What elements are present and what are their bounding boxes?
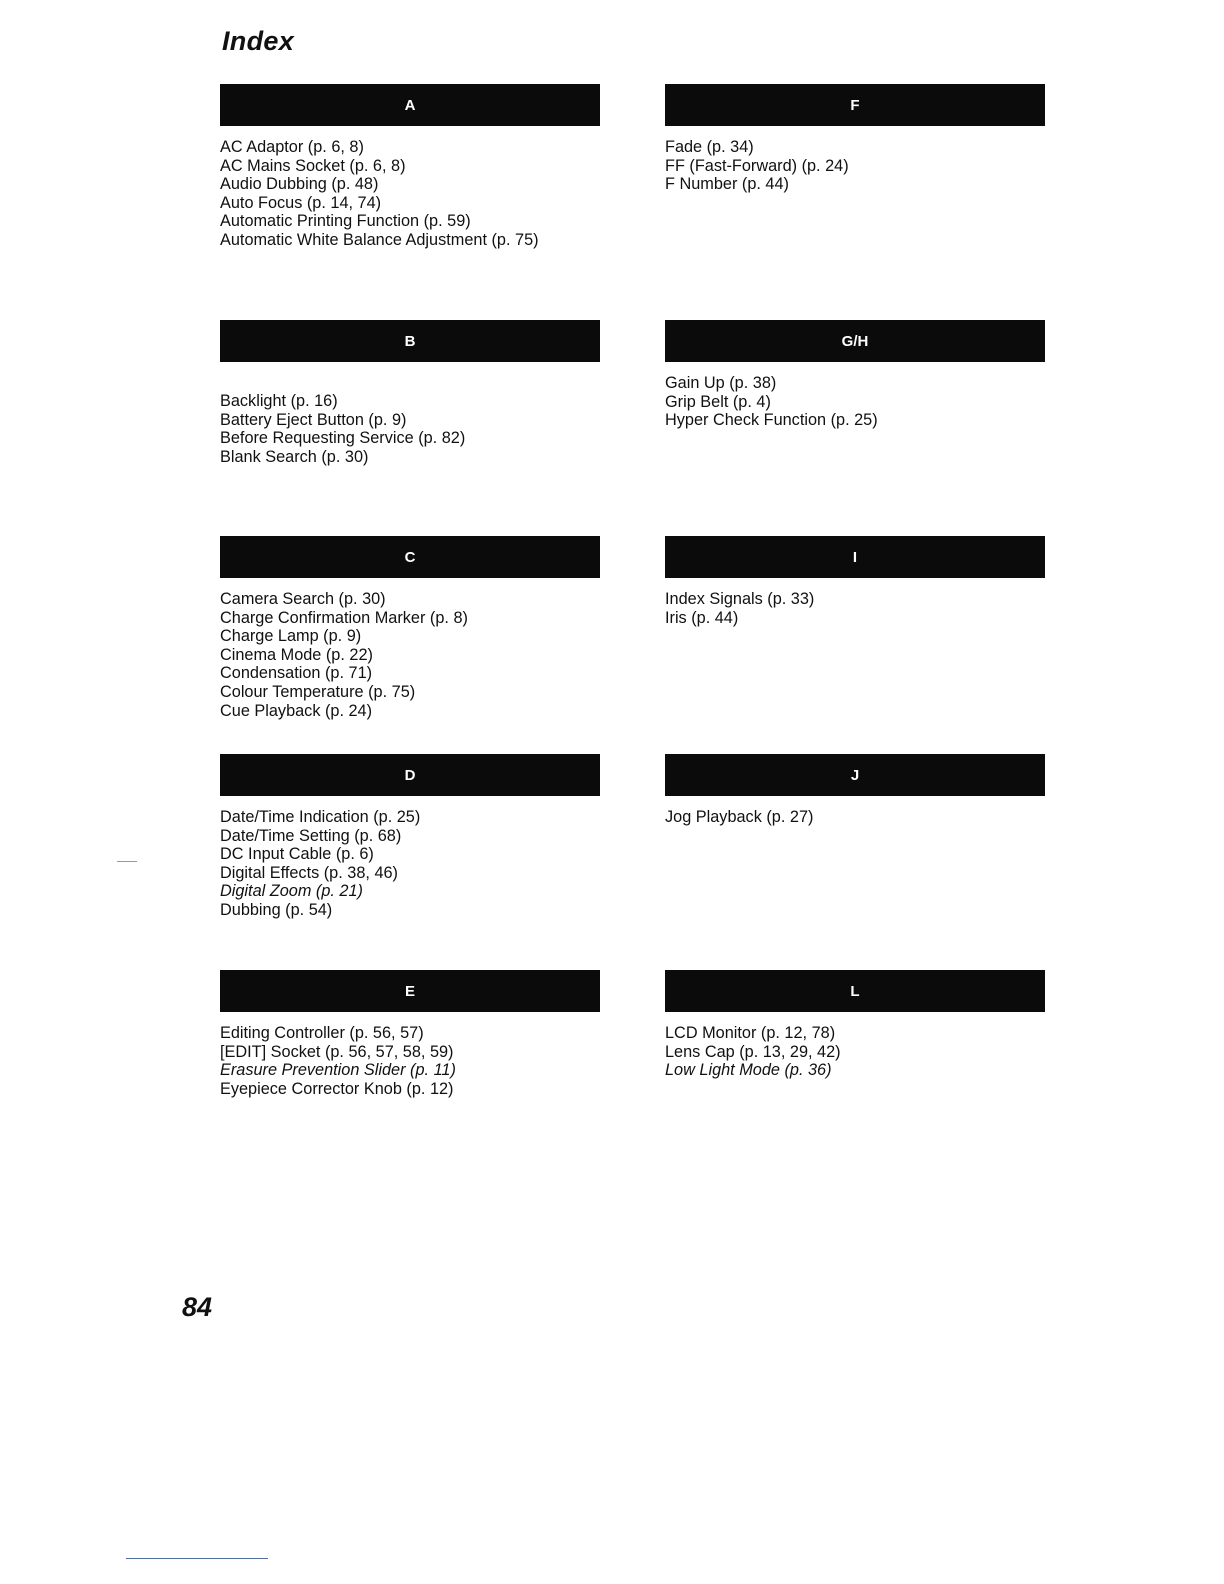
index-entry: Backlight (p. 16) (220, 392, 338, 410)
section-letter-e: E (404, 982, 415, 1000)
section-letter-c: C (404, 548, 416, 566)
section-header-bar-b (220, 320, 600, 362)
index-section-b (220, 320, 600, 466)
index-section-d (220, 754, 600, 920)
section-header-bar-c (220, 536, 600, 578)
index-entry: DC Input Cable (p. 6) (220, 845, 374, 864)
index-entry: Auto Focus (p. 14, 74) (220, 193, 382, 212)
section-letter-j: J (850, 766, 860, 784)
index-entry: Lens Cap (p. 13, 29, 42) (665, 1042, 841, 1061)
entry-list-a (220, 138, 600, 250)
index-entry: Audio Dubbing (p. 48) (220, 175, 379, 194)
section-letter-d: D (404, 766, 416, 784)
index-entry: Colour Temperature (p. 75) (220, 682, 416, 701)
section-header-bar-j (665, 754, 1045, 796)
section-header-bar-f (665, 84, 1045, 126)
index-entry: Camera Search (p. 30) (220, 590, 386, 608)
index-entry: Gain Up (p. 38) (665, 374, 777, 392)
index-entry: Low Light Mode (p. 36) (665, 1061, 832, 1080)
section-letter-a: A (404, 96, 416, 114)
index-section-i (665, 536, 1045, 627)
section-header-bar-l (665, 970, 1045, 1012)
entry-list-j (665, 808, 1045, 827)
section-header-bar-a (220, 84, 600, 126)
index-entry: Condensation (p. 71) (220, 664, 373, 683)
index-entry: Index Signals (p. 33) (665, 590, 815, 608)
index-entry: Jog Playback (p. 27) (665, 808, 814, 826)
index-entry: [EDIT] Socket (p. 56, 57, 58, 59) (220, 1042, 454, 1061)
index-entry: Blank Search (p. 30) (220, 447, 369, 466)
section-header-bar-d (220, 754, 600, 796)
section-letter-f: F (850, 96, 860, 114)
index-entry: Digital Effects (p. 38, 46) (220, 863, 398, 882)
index-section-a (220, 84, 600, 250)
section-header-bar-i (665, 536, 1045, 578)
entry-list-l (665, 1024, 1045, 1080)
section-letter-l: L (850, 982, 860, 1000)
entry-list-f (665, 138, 1045, 194)
index-entry: Charge Lamp (p. 9) (220, 627, 362, 646)
index-section-j (665, 754, 1045, 827)
index-entry: Cinema Mode (p. 22) (220, 645, 373, 664)
index-entry: Iris (p. 44) (665, 608, 739, 627)
index-entry: Battery Eject Button (p. 9) (220, 410, 407, 429)
index-entry: Charge Confirmation Marker (p. 8) (220, 608, 468, 627)
entry-list-gh (665, 374, 1045, 430)
index-entry: Digital Zoom (p. 21) (220, 882, 363, 901)
index-entry: Erasure Prevention Slider (p. 11) (220, 1061, 456, 1080)
section-header-bar-e (220, 970, 600, 1012)
index-entry: Date/Time Indication (p. 25) (220, 808, 421, 826)
entry-list-b (220, 392, 600, 466)
page-title: Index (222, 26, 295, 56)
index-entry: AC Adaptor (p. 6, 8) (220, 138, 364, 156)
margin-dash (117, 861, 137, 862)
index-section-l (665, 970, 1045, 1080)
section-letter-b: B (404, 332, 416, 350)
index-entry: Cue Playback (p. 24) (220, 701, 373, 720)
index-entry: Editing Controller (p. 56, 57) (220, 1024, 424, 1042)
index-entry: F Number (p. 44) (665, 175, 789, 194)
section-letter-i: I (852, 548, 858, 566)
index-entry: Hyper Check Function (p. 25) (665, 411, 878, 430)
entry-list-e (220, 1024, 600, 1098)
index-section-f (665, 84, 1045, 194)
entry-list-i (665, 590, 1045, 627)
index-entry: FF (Fast-Forward) (p. 24) (665, 156, 849, 175)
index-section-gh (665, 320, 1045, 430)
footer-rule (126, 1558, 268, 1559)
entry-list-c (220, 590, 600, 720)
index-section-e (220, 970, 600, 1098)
section-header-bar-gh (665, 320, 1045, 362)
page-number: 84 (182, 1292, 213, 1322)
index-entry: Eyepiece Corrector Knob (p. 12) (220, 1079, 454, 1098)
index-entry: Automatic White Balance Adjustment (p. 75) (220, 230, 539, 249)
index-entry: Fade (p. 34) (665, 138, 754, 156)
index-entry: AC Mains Socket (p. 6, 8) (220, 156, 406, 175)
index-entry: Before Requesting Service (p. 82) (220, 429, 466, 448)
index-entry: Date/Time Setting (p. 68) (220, 826, 402, 845)
entry-list-d (220, 808, 600, 920)
index-section-c (220, 536, 600, 720)
index-entry: Dubbing (p. 54) (220, 900, 333, 919)
section-letter-gh: G/H (841, 332, 869, 350)
index-entry: Grip Belt (p. 4) (665, 392, 771, 411)
index-entry: Automatic Printing Function (p. 59) (220, 212, 471, 231)
index-entry: LCD Monitor (p. 12, 78) (665, 1024, 836, 1042)
